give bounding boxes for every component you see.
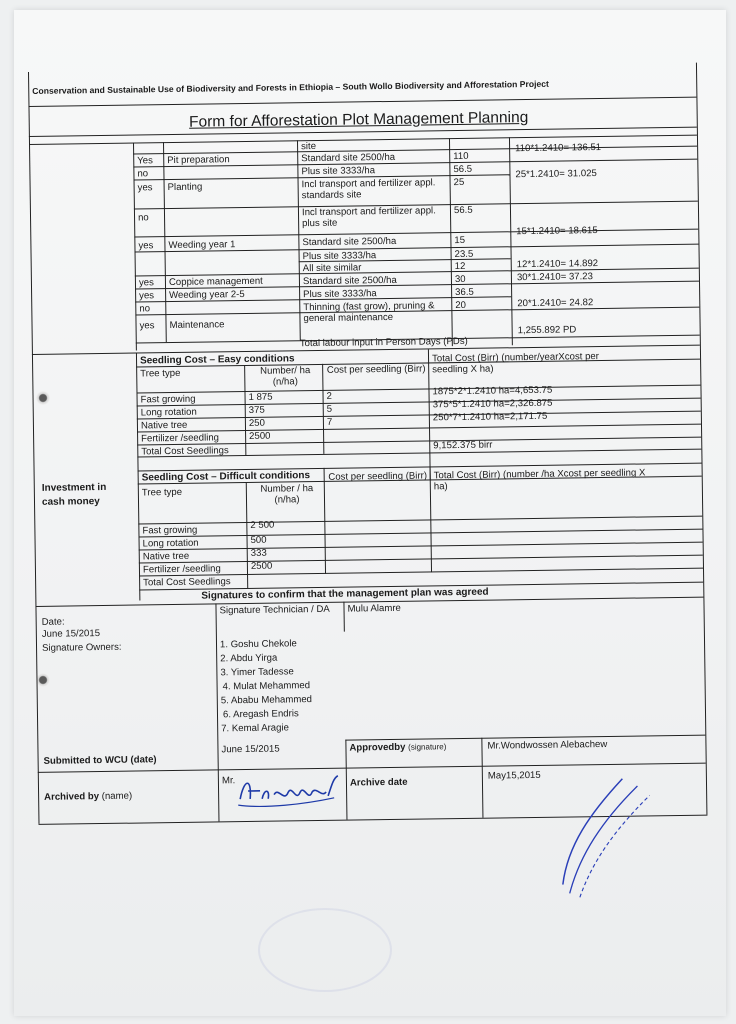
labour-cost: 12*1.2410= 14.892 bbox=[516, 258, 599, 271]
date-label: Date: bbox=[41, 616, 65, 628]
difficult-row-number: 2500 bbox=[250, 560, 273, 572]
easy-title: Seedling Cost – Easy conditions bbox=[139, 353, 295, 367]
easy-row-total: 375*5*1.2410 ha=2,326.875 bbox=[432, 397, 553, 411]
labour-desc: site bbox=[300, 140, 317, 153]
labour-yn: yes bbox=[139, 320, 155, 332]
labour-cost: 20*1.2410= 24.82 bbox=[517, 297, 594, 310]
difficult-col-type: Tree type bbox=[141, 486, 183, 499]
owner-2: 2. Abdu Yirga bbox=[220, 652, 278, 665]
labour-desc: Incl transport and fertilizer appl. plus site bbox=[301, 205, 436, 230]
difficult-total-label: Total Cost Seedlings bbox=[143, 576, 231, 589]
labour-desc: Incl transport and fertilizer appl. standards site bbox=[301, 177, 436, 202]
signatures-title: Signatures to confirm that the management plan was agreed bbox=[201, 586, 489, 602]
approved-value: Mr.Wondwossen Alebachew bbox=[487, 738, 608, 752]
labour-activity: Planting bbox=[167, 181, 203, 194]
technician-label: Signature Technician / DA bbox=[219, 603, 330, 617]
labour-days: 20 bbox=[455, 299, 467, 312]
labour-activity: Coppice management bbox=[168, 275, 263, 289]
labour-total-label: Total labour input in Person Days (PDs) bbox=[299, 335, 468, 350]
labour-days: 36.5 bbox=[455, 286, 474, 299]
form-area bbox=[28, 63, 708, 824]
labour-activity: Weeding year 1 bbox=[168, 239, 236, 252]
easy-row-type: Native tree bbox=[140, 419, 188, 432]
labour-desc: All site similar bbox=[302, 262, 362, 275]
labour-activity: Pit preparation bbox=[167, 154, 230, 167]
easy-row-type: Fast growing bbox=[140, 393, 196, 406]
easy-row-type: Fertilizer /seedling bbox=[141, 432, 220, 445]
owner-1: 1. Goshu Chekole bbox=[219, 638, 297, 651]
owner-6: 6. Aregash Endris bbox=[222, 708, 299, 721]
labour-days: 56.5 bbox=[453, 204, 473, 217]
labour-desc: Standard site 2500/ha bbox=[302, 274, 397, 288]
easy-col-total: Total Cost (Birr) (number/yearXcost per seedling X ha) bbox=[431, 351, 599, 376]
archived-label bbox=[44, 791, 132, 803]
labour-yn: yes bbox=[137, 182, 153, 194]
labour-yn: no bbox=[137, 212, 149, 224]
labour-cost: 110*1.2410= 136.51 bbox=[515, 142, 602, 155]
archive-date-label: Archive date bbox=[349, 776, 408, 789]
labour-desc: Thinning (fast grow), pruning & general maintenance bbox=[303, 300, 435, 325]
labour-days: 56.5 bbox=[453, 163, 473, 176]
labour-activity: Maintenance bbox=[169, 319, 225, 332]
owner-3: 3. Yimer Tadesse bbox=[220, 666, 294, 679]
faint-seal bbox=[258, 908, 392, 992]
labour-yn: yes bbox=[138, 240, 154, 252]
labour-days: 15 bbox=[454, 234, 466, 247]
labour-cost: 30*1.2410= 37.23 bbox=[516, 271, 594, 284]
form-title: Form for Afforestation Plot Management Planning bbox=[189, 109, 529, 131]
easy-col-type: Tree type bbox=[140, 367, 181, 380]
archive-date-value: May15,2015 bbox=[487, 769, 541, 782]
difficult-col-number: Number / ha (n/ha) bbox=[260, 483, 314, 506]
labour-desc: Standard site 2500/ha bbox=[301, 151, 396, 165]
approved-label-text: Approvedby bbox=[349, 741, 406, 754]
labour-desc: Plus site 3333/ha bbox=[303, 288, 377, 301]
easy-col-cost: Cost per seedling (Birr) bbox=[326, 363, 426, 376]
easy-row-cost: 5 bbox=[326, 403, 333, 415]
difficult-row-type: Long rotation bbox=[142, 537, 199, 550]
archived-value: Mr. bbox=[221, 775, 236, 787]
labour-days: 110 bbox=[453, 150, 469, 163]
approved-label-sub: (signature) bbox=[408, 742, 447, 752]
labour-desc: Standard site 2500/ha bbox=[302, 235, 397, 249]
project-header: Conservation and Sustainable Use of Biodiversity and Forests in Ethiopia – South Wollo Biodiversity and Afforestation Project bbox=[32, 78, 549, 96]
submitted-label: Submitted to WCU (date) bbox=[43, 754, 157, 767]
investment-label: Investment in cash money bbox=[41, 481, 107, 508]
easy-row-number: 250 bbox=[248, 417, 266, 429]
easy-row-number: 2500 bbox=[249, 430, 271, 442]
difficult-row-type: Fast growing bbox=[142, 524, 198, 537]
easy-row-total: 250*7*1.2410 ha=2,171.75 bbox=[432, 410, 548, 424]
owner-5: 5. Ababu Mehammed bbox=[220, 694, 313, 707]
difficult-row-number: 500 bbox=[250, 534, 267, 546]
easy-row-number: 375 bbox=[248, 404, 265, 416]
labour-days: 25 bbox=[453, 176, 465, 189]
difficult-row-number: 333 bbox=[250, 547, 267, 559]
handwritten-signature bbox=[234, 768, 345, 810]
easy-row-total: 1875*2*1.2410 ha=4,653.75 bbox=[432, 384, 553, 398]
difficult-col-total: Total Cost (Birr) (number /ha Xcost per seedling X ha) bbox=[433, 467, 646, 493]
easy-row-type: Long rotation bbox=[140, 406, 197, 419]
labour-days: 12 bbox=[454, 260, 466, 273]
labour-yn: yes bbox=[139, 290, 155, 302]
labour-yn: no bbox=[139, 303, 151, 315]
submitted-value: June 15/2015 bbox=[221, 743, 280, 756]
labour-days: 23.5 bbox=[454, 248, 474, 261]
easy-total-label: Total Cost Seedlings bbox=[141, 445, 229, 458]
easy-row-number: 1 875 bbox=[248, 391, 273, 403]
owners-label: Signature Owners: bbox=[41, 641, 122, 654]
labour-cost: 25*1.2410= 31.025 bbox=[515, 168, 597, 181]
labour-desc: Plus site 3333/ha bbox=[301, 165, 376, 178]
labour-yn: Yes bbox=[137, 155, 153, 167]
difficult-title: Seedling Cost – Difficult conditions bbox=[141, 470, 311, 484]
labour-yn: no bbox=[137, 168, 149, 180]
owner-4: 4. Mulat Mehammed bbox=[222, 680, 311, 693]
labour-desc: Plus site 3333/ha bbox=[302, 250, 377, 263]
difficult-col-cost: Cost per seedling (Birr) bbox=[328, 470, 428, 483]
difficult-row-number: 2 500 bbox=[250, 519, 275, 531]
easy-col-number: Number/ ha (n/ha) bbox=[260, 365, 311, 388]
archived-label-text: Archived by bbox=[44, 791, 100, 803]
easy-row-cost: 2 bbox=[326, 390, 332, 402]
labour-yn: yes bbox=[138, 277, 154, 289]
easy-row-cost: 7 bbox=[326, 416, 333, 428]
archived-label-sub: (name) bbox=[101, 790, 133, 803]
labour-days: 30 bbox=[454, 273, 466, 286]
difficult-row-type: Fertilizer /seedling bbox=[142, 563, 221, 576]
labour-total-value: 1,255.892 PD bbox=[517, 324, 577, 337]
owner-7: 7. Kemal Aragie bbox=[221, 722, 289, 735]
difficult-row-type: Native tree bbox=[142, 550, 190, 563]
labour-cost: 15*1.2410= 18.615 bbox=[516, 225, 598, 238]
labour-activity: Weeding year 2-5 bbox=[169, 288, 245, 302]
easy-total-value: 9,152.375 birr bbox=[433, 439, 493, 452]
approved-label bbox=[349, 741, 446, 753]
date-value: June 15/2015 bbox=[41, 628, 101, 640]
technician-name: Mulu Alamre bbox=[347, 602, 401, 615]
